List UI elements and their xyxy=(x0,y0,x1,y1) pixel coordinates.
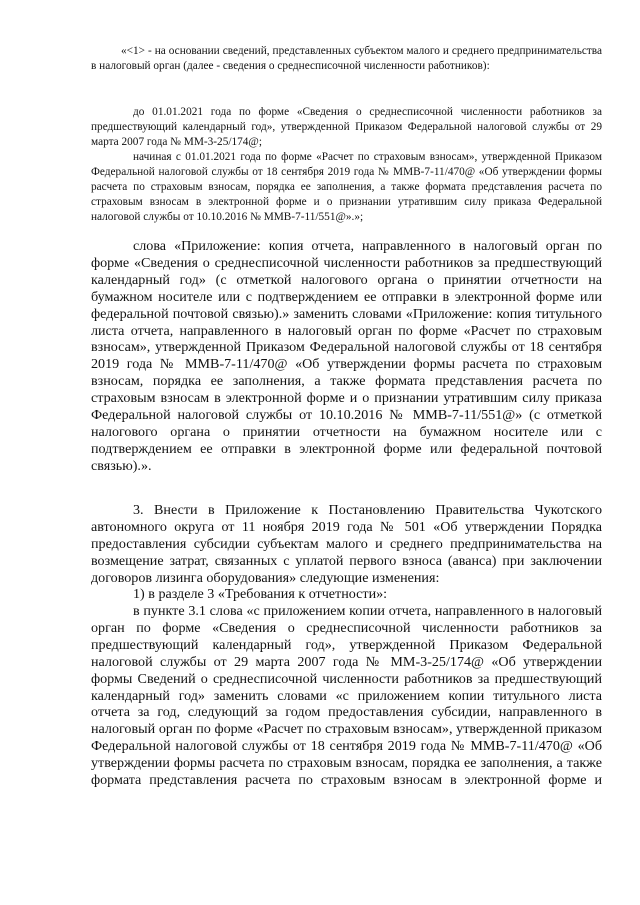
words-replacement-paragraph: слова «Приложение: копия отчета, направленного в налоговый орган по форме «Сведения о среднесписочной численности работников за предшествующий календарный год» (с отметкой налогового органа о принятии отчетности на бумажном носителе или с подтверждением ее отправки в электронной форме или федеральной почтовой связью).» заменить словами «Приложение: копия титульного листа отчета, направленного в налоговый орган по форме «Расчет по страховым взносам», утвержденной Приказом Федеральной налоговой службы от 18 сентября 2019 года № ММВ-7-11/470@ «Об утверждении формы расчета по страховым взносам, порядка ее заполнения, а также формата представления расчета по страховым взносам в электронной форме и о признании утратившим силу приказа Федеральной налоговой службы от 10.10.2016 № ММВ-7-11/551@» (с отметкой налогового органа о принятии отчетности на бумажном носителе или с подтверждением ее отправки в электронной форме или федеральной почтовой связью).». xyxy=(91,238,602,474)
point-3-1-paragraph: в пункте 3.1 слова «с приложением копии отчета, направленного в налоговый орган по форме «Сведения о среднесписочной численности работников за предшествующий календарный год», утвержденной Приказом Федеральной налоговой службы от 29 марта 2007 года № ММ-3-25/174@ «Об утверждении формы Сведений о среднесписочной численности работников за предшествующий календарный год» заменить словами «с приложением копии титульного листа отчета за год, следующий за годом предоставления субсидии, направленного в налоговый орган по форме «Расчет по страховым взносам», утвержденной приказом Федеральной налоговой службы от 18 сентября 2019 года № ММВ-7-11/470@ «Об утверждении формы расчета по страховым взносам, порядка ее заполнения, а также формата представления расчета по страховым взносам в электронной форме и xyxy=(91,603,602,789)
footnote-intro: «<1> - на основании сведений, представленных субъектом малого и среднего предпринимательства в налоговый орган (далее - сведения о среднесписочной численности работников): xyxy=(91,45,602,72)
footnote-item-before-2021: до 01.01.2021 года по форме «Сведения о среднесписочной численности работников за предшествующий календарный год», утвержденной Приказом Федеральной налоговой службы от 29 марта 2007 года № ММ-3-25/174@; xyxy=(91,106,602,148)
footnote-item-from-2021: начиная с 01.01.2021 года по форме «Расчет по страховым взносам», утвержденной Приказом Федеральной налоговой службы от 18 сентября 2019 года № ММВ-7-11/470@ «Об утверждении формы расчета по страховым взносам, порядка ее заполнения, а также формата представления расчета по страховым взносам в электронной форме и о признании утратившим силу приказа Федеральной налоговой службы от 10.10.2016 № ММВ-7-11/551@».»; xyxy=(91,151,602,223)
subsection-1-paragraph: 1) в разделе 3 «Требования к отчетности»: xyxy=(133,586,388,602)
section-3-paragraph: 3. Внести в Приложение к Постановлению Правительства Чукотского автономного округа от 11 ноября 2019 года № 501 «Об утверждении Порядка предоставления субсидии субъектам малого и среднего предпринимательства на возмещение затрат, связанных с уплатой первого взноса (аванса) при заключении договоров лизинга оборудования» следующие изменения: xyxy=(91,502,602,586)
